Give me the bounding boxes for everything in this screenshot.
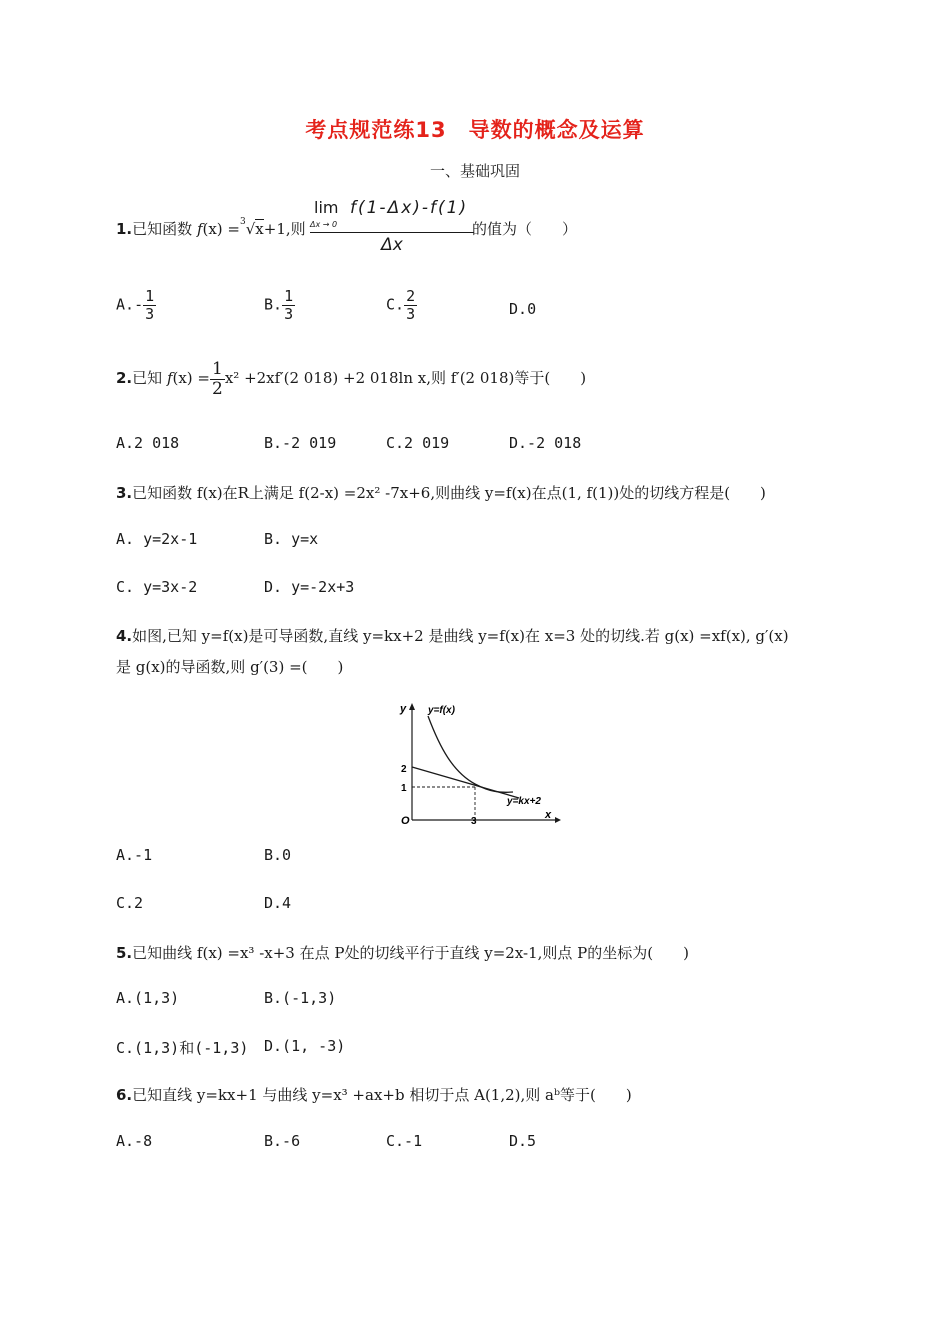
option-b: B.-6 — [264, 1132, 301, 1150]
question-text: 已知 — [132, 369, 163, 388]
fraction-numerator: 1 — [284, 287, 294, 305]
x-axis-label: x — [545, 809, 552, 821]
option-fraction — [404, 288, 417, 322]
option-a: A.-1 — [116, 846, 153, 864]
limit-subscript: Δx → 0 — [310, 220, 338, 229]
option-b: B.(-1,3) — [264, 989, 337, 1007]
question-1 — [116, 218, 306, 239]
option-d: D. y=-2x+3 — [264, 578, 355, 596]
option-b: B. y=x — [264, 530, 319, 548]
option-fraction — [282, 288, 295, 322]
fraction-numerator — [310, 196, 474, 233]
option-sign: - — [134, 295, 144, 314]
coefficient-fraction — [210, 360, 225, 398]
y-tick-1: 1 — [401, 783, 407, 794]
y-tick-2: 2 — [401, 764, 407, 775]
numerator-expression: f(1-Δx)-f(1) — [350, 198, 469, 218]
function-symbol: f — [196, 220, 203, 238]
question-text: 已知函数 — [132, 220, 193, 238]
limit-fraction — [310, 196, 474, 255]
function-symbol: f — [166, 369, 173, 388]
question-number: 2. — [116, 369, 133, 388]
question-text: 的值为（ ） — [472, 220, 578, 238]
fraction-denominator: 2 — [212, 378, 223, 399]
curve-label: y=f(x) — [428, 705, 455, 716]
tangent-label: y=kx+2 — [507, 796, 541, 807]
fraction-numerator: 2 — [406, 287, 416, 305]
question-2 — [116, 360, 586, 398]
radical-sign: √ — [245, 220, 256, 238]
page-title: 考点规范练13 导数的概念及运算 — [305, 118, 645, 142]
option-d: D.4 — [264, 894, 292, 912]
option-b — [264, 288, 295, 322]
option-a: A.(1,3) — [116, 989, 180, 1007]
question-number: 6. — [116, 1086, 133, 1104]
question-text: 已知函数 f(x)在R上满足 f(2-x) =2x² -7x+6,则曲线 y=f(x)在点(1, f(1))处的切线方程是( ) — [132, 484, 766, 502]
option-a: A. y=2x-1 — [116, 530, 198, 548]
option-label: C. — [386, 295, 405, 314]
question-text: x² +2xf′(2 018) +2 018ln x,则 f′(2 018)等于( ) — [224, 369, 587, 388]
question-number: 1. — [116, 220, 133, 238]
option-b: B.-2 019 — [264, 434, 337, 452]
option-c: C.(1,3)和(-1,3) — [116, 1039, 249, 1057]
question-text: 已知曲线 f(x) =x³ -x+3 在点 P处的切线平行于直线 y=2x-1,则点 P的坐标为( ) — [132, 944, 689, 962]
option-a: A.-8 — [116, 1132, 153, 1150]
y-axis-arrow — [409, 703, 415, 710]
radicand: x — [255, 220, 264, 238]
option-fraction — [143, 288, 156, 322]
option-label: A. — [116, 295, 135, 314]
fraction-denominator: 3 — [406, 304, 416, 323]
question-number: 4. — [116, 627, 133, 645]
question-6 — [116, 1084, 632, 1105]
y-axis-label: y — [400, 703, 407, 715]
fraction-denominator: Δx — [381, 235, 403, 255]
question-text: +1,则 — [263, 220, 306, 238]
option-c — [386, 288, 417, 322]
question-number: 5. — [116, 944, 133, 962]
option-text: 0 — [527, 300, 537, 318]
option-a: A.2 018 — [116, 434, 180, 452]
x-tick-3: 3 — [471, 816, 477, 827]
option-c: C. y=3x-2 — [116, 578, 198, 596]
question-number: 3. — [116, 484, 133, 502]
option-label: D. — [509, 300, 528, 318]
question-4-line-1 — [116, 625, 789, 646]
fraction-denominator: 3 — [145, 304, 155, 323]
option-c: C.2 019 — [386, 434, 450, 452]
curve-f — [428, 716, 513, 792]
option-d — [509, 300, 536, 318]
section-heading: 一、基础巩固 — [429, 162, 520, 180]
fraction-numerator: 1 — [212, 359, 223, 379]
option-d: D.5 — [509, 1132, 537, 1150]
limit-operator: lim — [314, 198, 339, 217]
fraction-numerator: 1 — [145, 287, 155, 305]
x-axis-arrow — [555, 817, 561, 823]
option-label: B. — [264, 295, 283, 314]
question-5 — [116, 942, 689, 963]
option-d: D.(1, -3) — [264, 1037, 346, 1055]
option-a — [116, 288, 156, 322]
root-index: 3 — [240, 217, 246, 227]
tangent-line — [412, 767, 519, 798]
question-4-line-2: 是 g(x)的导函数,则 g′(3) =( ) — [116, 658, 344, 676]
question-text: 如图,已知 y=f(x)是可导函数,直线 y=kx+2 是曲线 y=f(x)在 x=3 处的切线.若 g(x) =xf(x), g′(x) — [132, 627, 789, 645]
question-text: (x) = — [202, 220, 240, 238]
option-b: B.0 — [264, 846, 292, 864]
function-graph-figure — [395, 700, 565, 828]
option-d: D.-2 018 — [509, 434, 582, 452]
option-c: C.2 — [116, 894, 144, 912]
fraction-denominator: 3 — [284, 304, 294, 323]
origin-label: O — [401, 815, 410, 827]
question-text: 已知直线 y=kx+1 与曲线 y=x³ +ax+b 相切于点 A(1,2),则 aᵇ等于( ) — [132, 1086, 632, 1104]
question-3 — [116, 482, 766, 503]
question-text: (x) = — [172, 369, 210, 388]
option-c: C.-1 — [386, 1132, 423, 1150]
